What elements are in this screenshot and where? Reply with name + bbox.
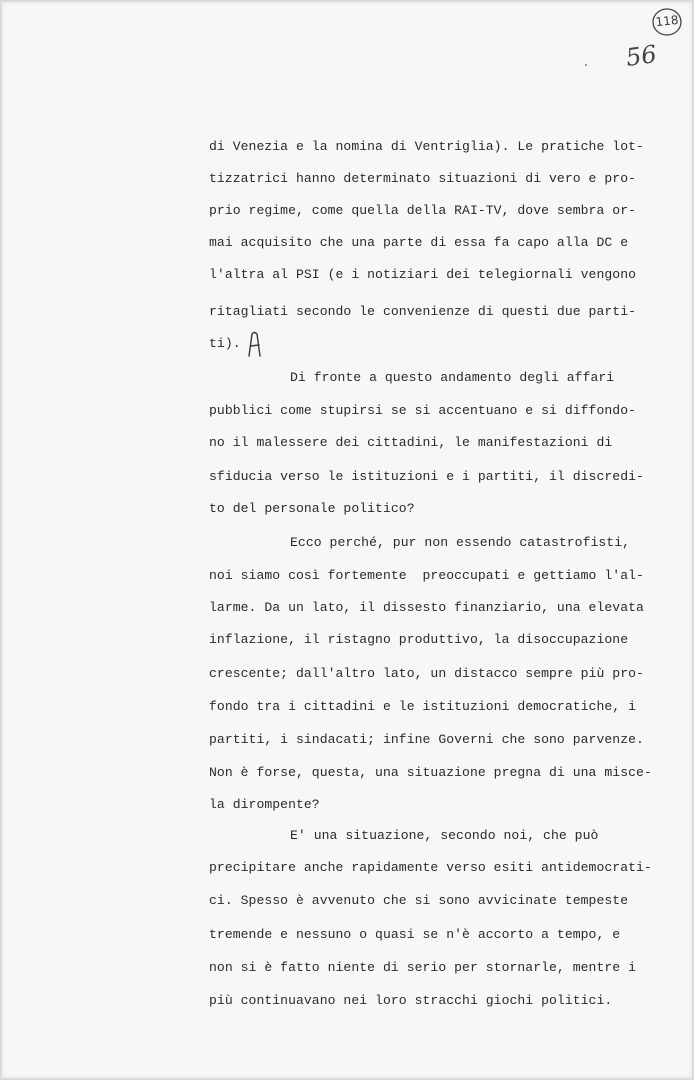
text-line: sfiducia verso le istituzioni e i partiti, il discredi- bbox=[209, 469, 644, 484]
text-line: mai acquisito che una parte di essa fa capo alla DC e bbox=[209, 235, 629, 250]
handwritten-a-mark-icon bbox=[246, 330, 264, 358]
text-line: to del personale politico? bbox=[209, 501, 415, 516]
text-line: ci. Spesso è avvenuto che si sono avvicinate tempeste bbox=[209, 893, 629, 908]
text-line: inflazione, il ristagno produttivo, la disoccupazione bbox=[209, 632, 629, 647]
handwritten-page-number: 56 bbox=[624, 40, 659, 72]
text-line: noi siamo così fortemente preoccupati e gettiamo l'al- bbox=[209, 568, 644, 583]
text-line: crescente; dall'altro lato, un distacco sempre più pro- bbox=[209, 666, 644, 681]
text-line: pubblici come stupirsi se si accentuano e si diffondo- bbox=[209, 403, 637, 418]
typewritten-page bbox=[2, 2, 692, 1078]
text-line: Non è forse, questa, una situazione pregna di una misce- bbox=[209, 765, 652, 780]
text-line: tremende e nessuno o quasi se n'è accorto a tempo, e bbox=[209, 927, 621, 942]
text-line: tizzatrici hanno determinato situazioni di vero e pro- bbox=[209, 171, 637, 186]
text-line: no il malessere dei cittadini, le manifestazioni di bbox=[209, 435, 613, 450]
text-line: la dirompente? bbox=[209, 797, 320, 812]
circled-archive-number bbox=[650, 6, 684, 38]
text-line: di Venezia e la nomina di Ventriglia). Le pratiche lot- bbox=[209, 139, 644, 154]
text-line: E' una situazione, secondo noi, che può bbox=[290, 828, 599, 843]
text-line: l'altra al PSI (e i notiziari dei telegiornali vengono bbox=[209, 267, 637, 282]
text-line: ti). bbox=[209, 336, 241, 351]
text-line: precipitare anche rapidamente verso esiti antidemocrati- bbox=[209, 860, 652, 875]
archive-number-text: 118 bbox=[654, 12, 680, 30]
text-line: larme. Da un lato, il dissesto finanziario, una elevata bbox=[209, 600, 644, 615]
text-line: fondo tra i cittadini e le istituzioni democratiche, i bbox=[209, 699, 637, 714]
text-line: più continuavano nei loro stracchi giochi politici. bbox=[209, 993, 613, 1008]
text-line: Ecco perché, pur non essendo catastrofisti, bbox=[290, 535, 631, 550]
paper-speck bbox=[585, 64, 587, 66]
text-line: partiti, i sindacati; infine Governi che sono parvenze. bbox=[209, 732, 644, 747]
text-line: non si è fatto niente di serio per stornarle, mentre i bbox=[209, 960, 637, 975]
text-line: prio regime, come quella della RAI-TV, dove sembra or- bbox=[209, 203, 637, 218]
text-line: Di fronte a questo andamento degli affari bbox=[290, 370, 615, 385]
text-line: ritagliati secondo le convenienze di questi due parti- bbox=[209, 304, 637, 319]
